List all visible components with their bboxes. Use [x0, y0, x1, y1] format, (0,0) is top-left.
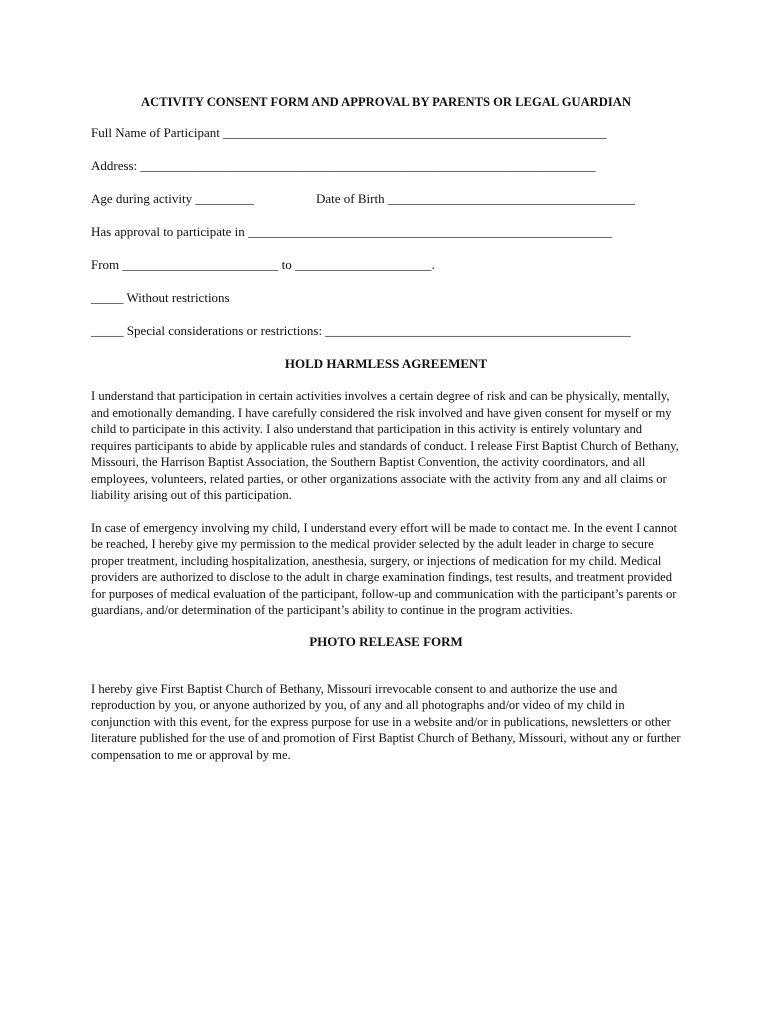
- age-field[interactable]: Age during activity _________: [91, 191, 254, 206]
- photo-release-paragraph: I hereby give First Baptist Church of Bethany, Missouri irrevocable consent to and authorize the use and reproduction by you, or anyone authorized by you, of any and all photographs and/or video of my child in conjunction with this event, for the express purpose for use in a website and/or in publications, newsletters or other literature published for the use of and promotion of First Baptist Church of Bethany, Missouri, without any or further compensation to me or approval by me.: [91, 681, 681, 762]
- special-considerations-option[interactable]: _____ Special considerations or restrictions: _______________________________________________: [91, 323, 631, 338]
- date-of-birth-field[interactable]: Date of Birth ______________________________________: [316, 191, 635, 206]
- consent-form-page: [91, 93, 681, 779]
- address-field[interactable]: Address: ______________________________________________________________________: [91, 158, 596, 173]
- without-restrictions-option[interactable]: _____ Without restrictions: [91, 290, 230, 305]
- hold-harmless-paragraph-2: In case of emergency involving my child, I understand every effort will be made to contact me. In the event I cannot be reached, I hereby give my permission to the medical provider selected by the adult leader in charge to secure proper treatment, including hospitalization, anesthesia, surgery, or injections of medication for my child. Medical providers are authorized to disclose to the adult in charge examination findings, test results, and treatment provided for purposes of medical evaluation of the participant, follow-up and communication with the participant’s parents or guardians, and/or determination of the participant’s ability to continue in the program activities.: [91, 520, 677, 617]
- photo-release-heading: PHOTO RELEASE FORM: [309, 633, 463, 649]
- hold-harmless-heading: HOLD HARMLESS AGREEMENT: [284, 356, 488, 371]
- from-to-field[interactable]: From ________________________ to _____________________.: [91, 257, 435, 272]
- full-name-field[interactable]: Full Name of Participant ___________________________________________________________: [91, 125, 607, 140]
- approval-field[interactable]: Has approval to participate in ________________________________________________________: [91, 224, 613, 239]
- hold-harmless-paragraph-1: I understand that participation in certain activities involves a certain degree of risk and can be physically, mentally, and emotionally demanding. I have carefully considered the risk involved and have given consent for myself or my child to participate in this activity. I also understand that participation in this activity is entirely voluntary and requires participants to abide by applicable rules and standards of conduct. I release First Baptist Church of Bethany, Missouri, the Harrison Baptist Association, the Southern Baptist Convention, the activity coordinators, and all employees, volunteers, related parties, or other organizations associate with the activity from any and all claims or liability arising out of this participation.: [91, 389, 679, 502]
- form-title: ACTIVITY CONSENT FORM AND APPROVAL BY PARENTS OR LEGAL GUARDIAN: [141, 95, 631, 109]
- age-dob-row: [91, 190, 681, 208]
